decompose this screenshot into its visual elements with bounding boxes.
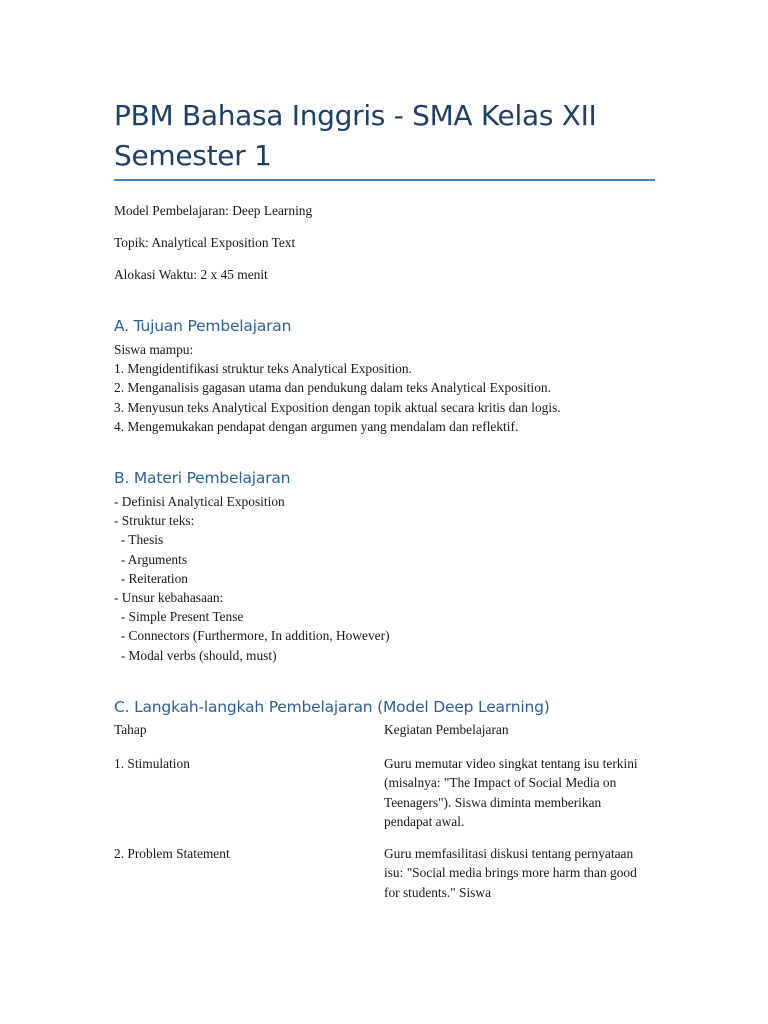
- objective-line: 3. Menyusun teks Analytical Exposition dengan topik aktual secara kritis dan logis.: [114, 399, 561, 415]
- section-a-objectives: [114, 340, 561, 436]
- objective-line: 1. Mengidentifikasi struktur teks Analytical Exposition.: [114, 361, 412, 377]
- stage-cell: 2. Problem Statement: [114, 846, 230, 861]
- document-title: PBM Bahasa Inggris - SMA Kelas XII Semester 1: [114, 99, 597, 172]
- activity-cell: Guru memutar video singkat tentang isu terkini (misalnya: "The Impact of Social Media on Teenagers"). Siswa diminta memberikan pendapat awal.: [384, 756, 638, 830]
- model-line: Model Pembelajaran: Deep Learning: [114, 203, 313, 218]
- stage-column-header: Tahap: [114, 722, 147, 737]
- objective-line: 4. Mengemukakan pendapat dengan argumen yang mendalam dan reflektif.: [114, 418, 519, 434]
- title-divider: [114, 179, 655, 181]
- objective-line: Siswa mampu:: [114, 342, 194, 357]
- section-c-heading: C. Langkah-langkah Pembelajaran (Model Deep Learning): [114, 698, 550, 716]
- table-row: [114, 754, 654, 844]
- material-line: - Struktur teks:: [114, 513, 195, 529]
- stage-cell: 1. Stimulation: [114, 756, 190, 771]
- topic-line: Topik: Analytical Exposition Text: [114, 235, 296, 250]
- material-line: - Reiteration: [114, 570, 188, 586]
- table-row: [114, 844, 654, 914]
- table-header-row: [114, 720, 654, 754]
- objective-line: 2. Menganalisis gagasan utama dan pendukung dalam teks Analytical Exposition.: [114, 380, 551, 396]
- activity-cell: Guru memfasilitasi diskusi tentang pernyataan isu: "Social media brings more harm than good for students." Siswa: [384, 846, 637, 900]
- material-line: - Arguments: [114, 551, 188, 567]
- learning-steps-table: [114, 720, 654, 914]
- time-allocation-line: Alokasi Waktu: 2 x 45 menit: [114, 267, 268, 282]
- activity-column-header: Kegiatan Pembelajaran: [384, 722, 509, 737]
- material-line: - Unsur kebahasaan:: [114, 590, 224, 606]
- section-b-heading: B. Materi Pembelajaran: [114, 469, 291, 487]
- material-line: - Simple Present Tense: [114, 609, 244, 625]
- material-line: - Thesis: [114, 532, 164, 548]
- material-line: - Connectors (Furthermore, In addition, However): [114, 628, 390, 644]
- material-line: - Definisi Analytical Exposition: [114, 494, 285, 509]
- section-b-materials: [114, 492, 390, 665]
- material-line: - Modal verbs (should, must): [114, 647, 277, 663]
- section-a-heading: A. Tujuan Pembelajaran: [114, 317, 292, 335]
